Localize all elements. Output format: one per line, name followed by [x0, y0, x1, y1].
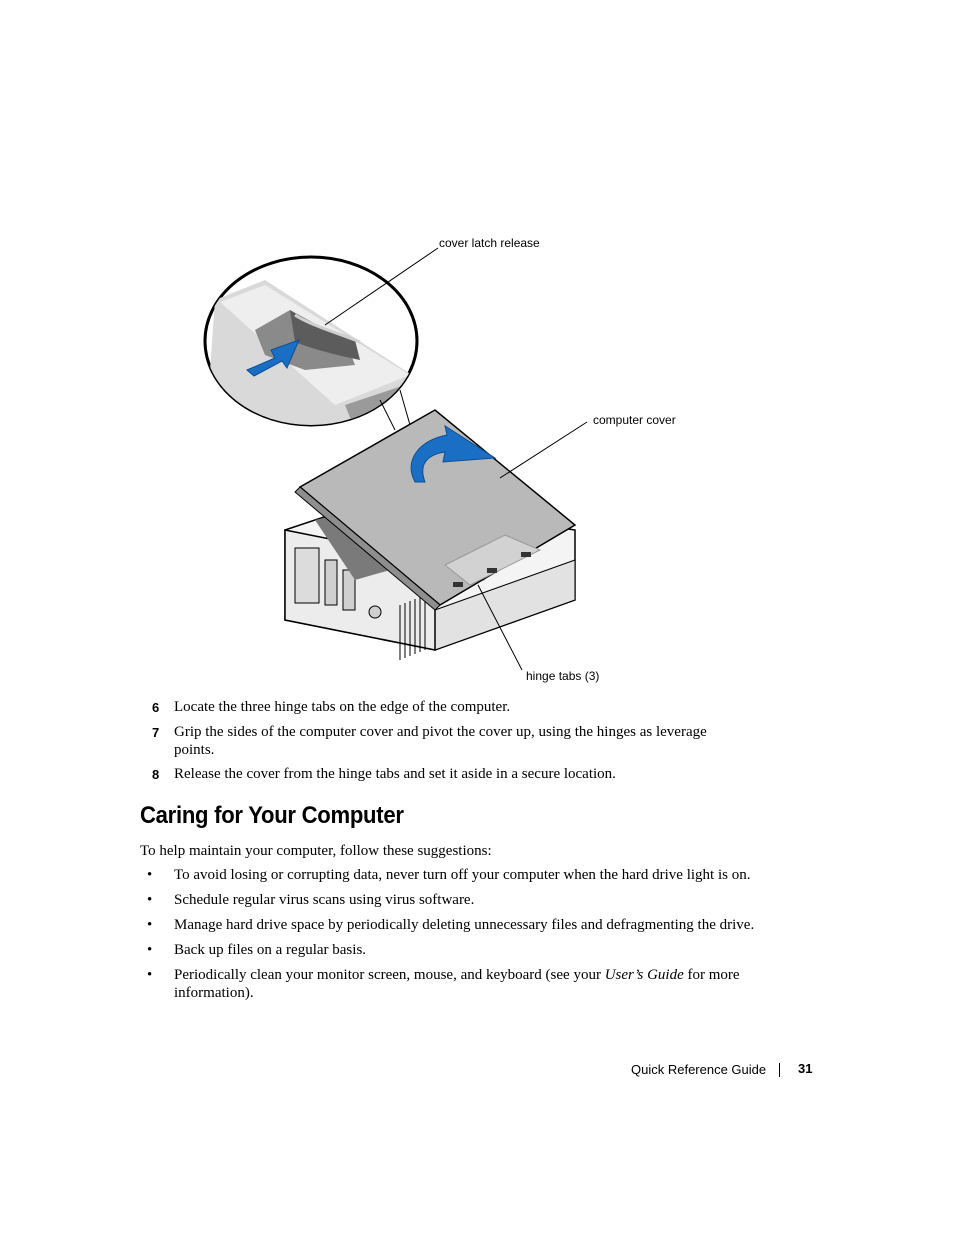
computer-illustration [195, 230, 715, 690]
bullet-text: To avoid losing or corrupting data, never turn off your computer when the hard drive light is on. [174, 867, 751, 883]
hinge-tab [521, 552, 531, 557]
bullet-text [174, 966, 764, 1002]
page-number: 31 [798, 1061, 813, 1076]
bullet-item [147, 866, 787, 884]
bullet-text: Back up files on a regular basis. [174, 942, 367, 958]
users-guide-reference: User’s Guide [604, 967, 684, 983]
footer-guide-title: Quick Reference Guide [631, 1062, 767, 1077]
step-number: 7 [152, 725, 160, 740]
bullet-text: Schedule regular virus scans using virus software. [174, 892, 475, 908]
step-item [152, 723, 792, 759]
callout-cover-latch-release [439, 236, 540, 250]
step-list [152, 698, 792, 790]
bullet-item [147, 916, 787, 934]
bullet-mark: • [147, 892, 153, 908]
section-intro: To help maintain your computer, follow these suggestions: [140, 843, 492, 859]
callout-latch-rest: release [497, 236, 540, 250]
step-text: Release the cover from the hinge tabs and set it aside in a secure location. [174, 766, 616, 782]
bullet-mark: • [147, 967, 153, 983]
hinge-tab [487, 568, 497, 573]
section-heading: Caring for Your Computer [140, 802, 404, 829]
step-number: 8 [152, 767, 160, 782]
callout-computer-cover: computer cover [593, 413, 676, 427]
callout-hinge-tabs: hinge tabs (3) [526, 669, 600, 683]
cover-leader-line [500, 422, 587, 478]
bullet-mark: • [147, 867, 153, 883]
callout-latch-bold: cover latch [439, 236, 498, 250]
hinge-tab [453, 582, 463, 587]
step-text: Locate the three hinge tabs on the edge of the computer. [174, 699, 511, 715]
step-number: 6 [152, 700, 160, 715]
footer-divider [779, 1063, 780, 1077]
bullet-mark: • [147, 917, 153, 933]
cover-removal-figure [195, 230, 715, 690]
bullet-mark: • [147, 942, 153, 958]
latch-zoom-circle [205, 257, 420, 440]
step-item [152, 765, 792, 784]
bullet-text: Manage hard drive space by periodically deleting unnecessary files and defragmenting the drive. [174, 917, 755, 933]
bullet-item [147, 891, 787, 909]
step-text: Grip the sides of the computer cover and pivot the cover up, using the hinges as leverage points. [174, 724, 707, 758]
bullet-text-before: Periodically clean your monitor screen, mouse, and keyboard (see your [174, 967, 605, 983]
maintenance-bullet-list [147, 866, 787, 1009]
bullet-item [147, 941, 787, 959]
bullet-text-after: for more information). [174, 967, 740, 1001]
bullet-item [147, 966, 787, 1002]
step-item [152, 698, 792, 717]
